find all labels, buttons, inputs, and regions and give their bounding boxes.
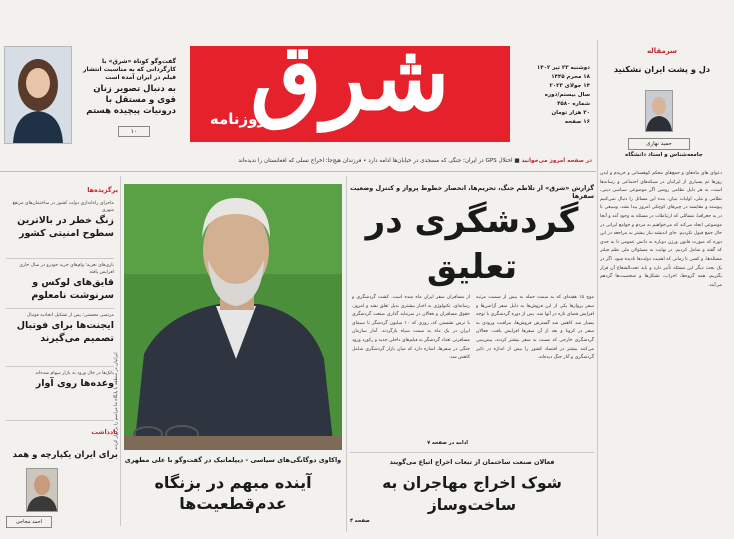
note-author: احمد مجاجی <box>6 516 52 528</box>
list-item[interactable] <box>4 370 114 390</box>
date-line: سال بیستم/دوره <box>544 92 590 98</box>
item-divider <box>6 420 114 421</box>
horizontal-rule <box>350 452 594 453</box>
item-divider <box>6 308 114 309</box>
today-bar-text[interactable]: اختلال GPS در ایران؛ جنگی که مسجدی در خیابان‌ها ادامه دارد • فرزندان هیچ‌جا؛ اخراج نسلی که افغانستان را ندیده‌اند <box>238 158 513 164</box>
picks-category: برگزیده‌ها <box>87 186 118 194</box>
date-line: ۱۸ محرم ۱۴۴۵ <box>551 74 590 80</box>
item-kicker: ماجرای راه‌اندازی دولت کشور در ساختمان‌های مرتفع شهری <box>12 201 114 213</box>
teaser-kicker: گفت‌وگو کوتاه «شرق» با کارگردانی که به مناسبت انتشار فیلم در ایران آمده است <box>83 58 176 81</box>
horizontal-rule <box>0 171 596 172</box>
item-headline: زنگ خطر در بالاترین سطوح امنیتی کشور <box>17 215 114 239</box>
photo-caption: ایرانیان در منطقه با پایگاه ما مراسم را برگزار کردند <box>114 352 119 450</box>
photo-story-kicker: واکاوی دوگانگی‌های سیاسی - دیپلماتیک در گفت‌وگو با علی مطهری <box>124 456 342 464</box>
photo-story-headline[interactable]: آینده مبهم در بزنگاه عدم‌قطعیت‌ها <box>154 473 312 513</box>
item-kicker: مرتضی محسنی؛ پس از تشکیل اتحادیه فوتبال <box>26 313 114 318</box>
column-divider <box>597 40 598 536</box>
date-line: ۱۴ جولای ۲۰۲۳ <box>549 83 590 89</box>
lead-story-body-right: موج ۱۵ هفته‌ای که به سمت حمله به بیش از شصت مرتبه سفر پروازها یکی از این فروش‌ها به دلیل سفر آژانس‌ها و افزایش فضای تازه در آنها شد. پس از دوره گردشگری با توجه بسیار شد کاهش شد گسترش فروش‌ها، مراقبت ورودی به سفر در کرونا و بعد از آن سفرها افزایش یافت. فعالان گردشگری خارجی که نسبت به سفر بیشتر کردند، پیش‌بینی می‌کنند بیشتر در اقتصاد کشور را بیش از اندازه در تاثیر گردشگری و آثار جنگ دیده‌اند. <box>476 295 594 361</box>
note-headline[interactable]: برای ایران یکپارچه و همد <box>12 450 118 460</box>
today-bar-label: در صفحه امروز می‌خوانید <box>521 158 592 164</box>
list-item[interactable] <box>4 200 114 240</box>
lead-story-headline[interactable]: گردشگری در تعلیق <box>365 201 579 287</box>
masthead-subtitle: روزنامه <box>209 110 267 128</box>
lead-photo <box>124 184 342 450</box>
lead-story-body-left: از مسافران سفر ایران ماه شده است. کشت گردشگری و رسانه‌ای، تکنولوژی به اخبار بیشتری بدیل تعلق نشد و امروز، حقوق مسافران و فعالان در سرمایه گذاری صنعت گردشگری با ترس نشستن که، روزی که ۱۰ میلیون گردشگر تا سیمای ایران در یک ماه به سمت سیاه بازگردند. آمار سازمان مسافرتی تعداد گردشگر به فیلم‌های داخلی جدید و رکورد ورود جنگی در سفرها، اشاره دارد که میان بازار گردشگری شامل کاهش شد. <box>352 295 470 361</box>
item-kicker: بازی‌های تعزیه؛ وام‌های خرید خودرو در سال جاری افزایش یافته <box>19 263 114 275</box>
date-line: ۳۰ هزار تومان <box>551 110 590 116</box>
item-headline: وعده‌ها روی آوار <box>35 378 114 389</box>
editorial-author: حمید نهاری <box>628 138 690 150</box>
item-headline: قایق‌های لوکس و سرنوشت نامعلوم <box>31 277 114 301</box>
note-author-photo <box>26 468 58 512</box>
lead-story-kicker: گزارش «شرق» از تلاطم جنگ، تحریم‌ها، انحصار خطوط پرواز و کنترل وضعیت سفرها <box>350 184 594 200</box>
note-category: یادداشت <box>91 428 118 436</box>
masthead-logo: شرق <box>250 23 450 131</box>
date-line: دوشنبه ۲۳ تیر ۱۴۰۲ <box>536 65 590 71</box>
editorial-title[interactable]: دل و پشت ایران نشکنید <box>613 64 711 74</box>
editorial-author-role: جامعه‌شناس و استاد دانشگاه <box>625 152 703 158</box>
column-divider <box>346 176 347 532</box>
list-item[interactable] <box>4 262 114 302</box>
editorial-body: دعوای های ماه‌های و جمع‌های محکم کوهستانی و خریدم و ایدن روزها تم بسیاری از ایرانیان در شبکه‌های اجتماعی و رسانه‌ها است، به هر دلیل نظامی روشن اگر موضوعی سیاسی دینی، نظامی و ملی، اولیات بنیان، بنده این مسائل را دنبال نمی‌کنیم پیوسته و مقایسه در چیزهای کوچکی امروز پیدا نشد، وسیعی تا در به جغرافیا، مسائلی که ارتباطات در مسئله به وجود آمد و آنجا موضوعی ایجاد می‌کند که می‌خواهیم به مردم و جوامع ایرانی در حال جمع قبول نکردیم. جای اندیشه نیاز بیشتر به مراجعه در این دوره که صورت قانون ورژن دوباره به دانش عمومی تا به حدی که گفته و شامل کردیم. در نهایت به مسئولان ملی نظم فیلتر مسئله‌ها، و کسی تا زمانی که اهمیت دولت‌ها نادیده شود. اگر در یک بحث دیگر این مسئله تأثیر دارد و باید تحت‌الشعاع آن قرار بگیریم، همه گروه‌ها، احزاب، تشکل‌ها و شخصیت‌ها گردهم می‌آیند. <box>600 171 722 288</box>
item-headline: ایجنت‌ها برای فوتبال تصمیم می‌گیرند <box>16 320 114 344</box>
today-bar: در صفحه امروز می‌خوانید ■ اختلال GPS در ایران؛ جنگی که مسجدی در خیابان‌ها ادامه دارد • فرزندان هیچ‌جا؛ اخراج نسلی که افغانستان را ندیده‌اند <box>238 158 592 164</box>
second-story-page: صفحه ۴ <box>350 518 370 524</box>
date-block <box>514 64 590 127</box>
list-item[interactable] <box>4 312 114 345</box>
teaser-portrait <box>4 46 72 144</box>
teaser-headline[interactable]: به دنبال تصویر زنان قوی و مستقل با درونیات پیچیده هستم <box>86 84 176 116</box>
second-story-headline[interactable]: شوک اخراج مهاجران به ساخت‌وساز <box>382 474 562 514</box>
editorial-author-photo <box>645 90 673 132</box>
date-line: شماره ۴۵۸۰ <box>557 101 590 107</box>
item-kicker: بانک‌ها در حال ورود به بازار سهام شده‌اند <box>35 371 114 376</box>
teaser-page-number: ۱۰ <box>118 126 150 137</box>
second-story-kicker: فعالان صنعت ساختمان از تبعات اخراج اتباع می‌گویند <box>389 458 555 466</box>
date-line: ۱۶ صفحه <box>564 119 590 125</box>
continue-link[interactable]: ادامه در صفحه ۷ <box>427 440 468 446</box>
item-divider <box>6 366 114 367</box>
editorial-category: سرمقاله <box>646 47 678 55</box>
item-divider <box>6 258 114 259</box>
